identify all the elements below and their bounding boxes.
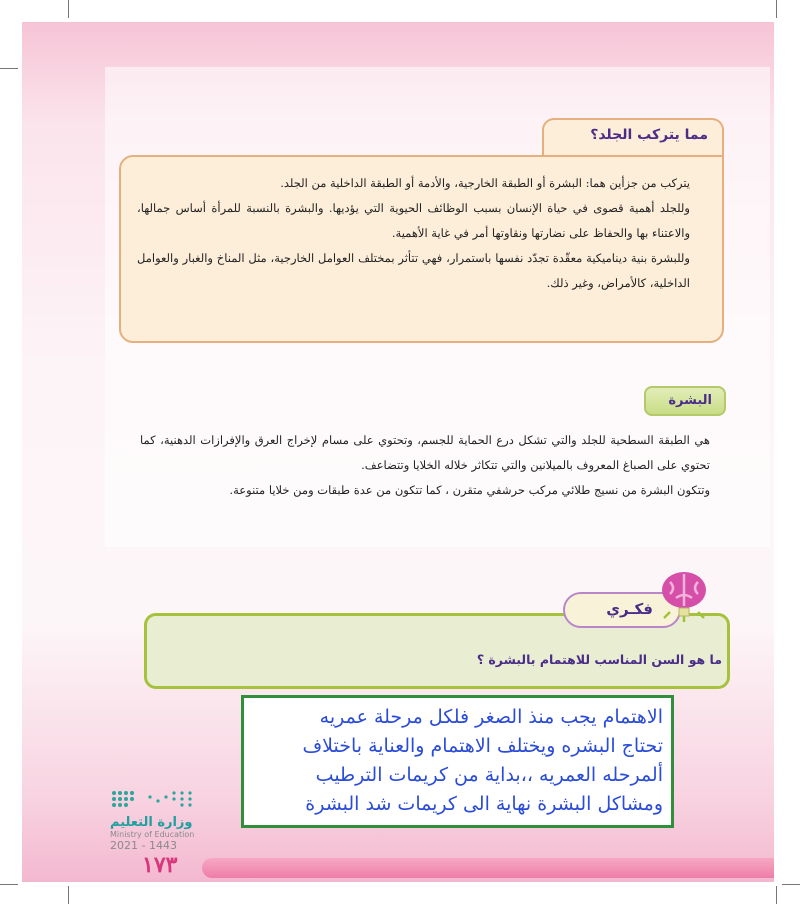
ministry-dots-icon (110, 787, 200, 811)
textbook-page (22, 22, 774, 882)
ministry-logo (110, 787, 240, 852)
epidermis-paragraph-2: وتتكون البشرة من نسيج طلائي مركب حرشفي متقرن ، كما تتكون من عدة طبقات ومن خلايا متنوعة. (229, 483, 710, 497)
answer-line-3: ألمرحله العمريه ،،بداية من كريمات الترطيب (315, 764, 663, 786)
skin-paragraph-2: وللجلد أهمية قصوى في حياة الإنسان بسبب الوظائف الحيوية التي يؤديها. والبشرة بالنسبة للمرأة أساس جمالها، والاعتناء بها والحفاظ على نضارتها ونقاوتها أمر في غاية الأهمية. (137, 201, 690, 240)
skin-section-title: مما يتركب الجلد؟ (590, 127, 708, 143)
think-question: ما هو السن المناسب للاهتمام بالبشرة ؟ (476, 652, 722, 667)
epidermis-tag (644, 386, 726, 416)
epidermis-text (140, 428, 726, 503)
answer-line-2: تحتاج البشره ويختلف الاهتمام والعناية باختلاف (302, 735, 663, 757)
footer-bar (202, 858, 774, 878)
think-label: فكـري (606, 600, 653, 618)
skin-section-tab (542, 118, 724, 158)
answer-line-4: ومشاكل البشرة نهاية الى كريمات شد البشرة (305, 793, 663, 815)
ministry-name-ar: وزارة التعليم (110, 815, 193, 830)
page-number: ١٧٣ (142, 852, 178, 878)
ministry-name-en: Ministry of Education (110, 830, 195, 839)
skin-paragraph-1: يتركب من جزأين هما: البشرة أو الطبقة الخارجية، والأدمة أو الطبقة الداخلية من الجلد. (280, 176, 690, 190)
skin-section-box (119, 155, 724, 343)
epidermis-title: البشرة (668, 393, 712, 408)
academic-year: 2021 - 1443 (110, 839, 177, 852)
brain-icon (658, 568, 710, 624)
epidermis-paragraph-1: هي الطبقة السطحية للجلد والتي تشكل درع الحماية للجسم، وتحتوي على مسام لإخراج العرق والإفرازات الدهنية، كما تحتوي على الصباغ المعروف بالميلانين والتي تتكاثر خلاله الخلايا وتتضاعف. (140, 433, 710, 472)
skin-paragraph-3: وللبشرة بنية ديناميكية معقّدة تجدّد نفسها باستمرار، فهي تتأثر بمختلف العوامل الخارجية، مثل المناخ والغبار والعوامل الداخلية، كالأمراض، وغير ذلك. (137, 251, 690, 290)
answer-box (241, 695, 674, 828)
answer-line-1: الاهتمام يجب منذ الصغر فلكل مرحلة عمريه (319, 706, 663, 728)
